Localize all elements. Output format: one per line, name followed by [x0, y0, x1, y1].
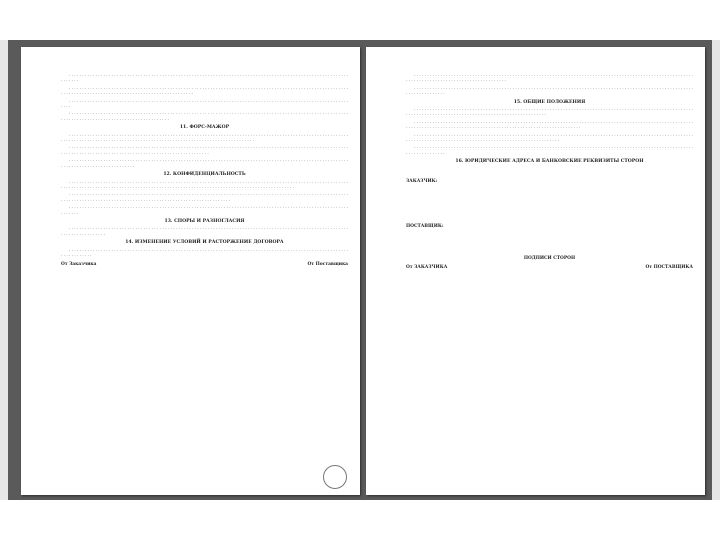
body-text: · · · · · · · · · · · · · · · · · · · · · · · · · · · · · · · · · · · · · · · · · · · · · · · · · · · · · · · · · · · · · · · · · · · · · · · · · · · · · · · · · · · · · · · · · · · · · · · · · · · · · · · · · · · · · · · · · · · · · · · · · · · · · · · · · · · · · · · · · · · · · · · · · · · · · · · · · · · · · · · · · · · — [406, 132, 693, 144]
signature-row — [406, 265, 693, 270]
page-right-content — [406, 73, 693, 491]
page-right — [366, 47, 705, 495]
section-heading-force-majeure: 11. ФОРС-МАЖОР — [179, 125, 230, 131]
signature-block — [406, 265, 693, 270]
sign-supplier-label: От ПОСТАВЩИКА — [645, 264, 693, 270]
body-text: · · · · · · · · · · · · · · · · · · · · · · · · · · · · · · · · · · · · · · · · · · · · · · · · · · · · · · · · · · · · · · · · · · · · · · · · · · · · · · · · · · · · · · · · · · · · · · · · · · · · · · · · · · · · · · · · · · · · · · · · — [406, 145, 693, 156]
body-text: · · · · · · · · · · · · · · · · · · · · · · · · · · · · · · · · · · · · · · · · · · · · · · · · · · · · · · · · · · · · · · · · · · · · · · · · · · · · · · · · · · · · · · · · · · · · · · · · · · · · · · · · · · · · · · · · · · · · · · · · · · · · · · · · · · · · · · · · · · · · · · · · · · · · · · · · · · · · · · — [406, 107, 693, 118]
body-text: · · · · · · · · · · · · · · · · · · · · · · · · · · · · · · · · · · · · · · · · · · · · · · · · · · · · · · · · · · · · · · · · · · · · · · · · · · · · · · · · · · · · · · · · · · · · · · · · · · · · · · · · · · · · · — [61, 98, 348, 110]
page-left — [21, 47, 360, 495]
sign-supplier-label: От Поставщика — [307, 262, 348, 268]
body-text: · · · · · · · · · · · · · · · · · · · · · · · · · · · · · · · · · · · · · · · · · · · · · · · · · · · · · · · · · · · · · · · · · · · · · · · · · · · · · · · · · · · · · · · · · · · · · · · · · · · · · · · · · · · · · · · · · · · · · · · · · · · · · · · · · · · · · — [61, 158, 348, 169]
body-text: · · · · · · · · · · · · · · · · · · · · · · · · · · · · · · · · · · · · · · · · · · · · · · · · · · · · · · · · · · · · · · · · · · · · · · · · · · · · · · · · · · · · · · · · · · · · · · · · · · · · · · · · · · · · · · · · · · · · · · · · · · · · · · · · · · · · · · · · · · · · · · · · · · · · · · · · · · · · · · · · · · · · · · · · · · · · · · · · · · — [61, 132, 348, 144]
section-heading-disputes: 13. СПОРЫ И РАЗНОГЛАСИЯ — [164, 218, 245, 224]
section-heading-changes: 14. ИЗМЕНЕНИЕ УСЛОВИЙ И РАСТОРЖЕНИЕ ДОГОВОРА — [125, 240, 284, 246]
pages-area[interactable] — [8, 40, 712, 500]
body-text: · · · · · · · · · · · · · · · · · · · · · · · · · · · · · · · · · · · · · · · · · · · · · · · · · · · · · · · · · · · · · · · · · · · · · · · · · · · · · · · · · · · · · · · · · · · · · · · · · · · · · · · · · · · · · · · · · · · · · · · · — [406, 85, 693, 97]
body-text: · · · · · · · · · · · · · · · · · · · · · · · · · · · · · · · · · · · · · · · · · · · · · · · · · · · · · · · · · · · · · · · · · · · · · · · · · · · · · · · · · · · · · · · · · · · · · · · · · · · · · · · · · · · · · · · · — [61, 205, 348, 216]
body-text: · · · · · · · · · · · · · · · · · · · · · · · · · · · · · · · · · · · · · · · · · · · · · · · · · · · · · · · · · · · · · · · · · · · · · · · · · · · · · · · · · · · · · · · · · · · · · · · · · · · · · · · · · · · · · · · · · · · · · · · · · · — [61, 226, 348, 237]
section-heading-general: 15. ОБЩИЕ ПОЛОЖЕНИЯ — [513, 99, 586, 105]
page-left-content — [61, 73, 348, 491]
body-text: · · · · · · · · · · · · · · · · · · · · · · · · · · · · · · · · · · · · · · · · · · · · · · · · · · · · · · · · · · · · · · · · · · · · · · · · · · · · · · · · · · · · · · · · · · · · · · · · · · · · · · · · · · · · · · · · · · · · · · · · · · · · · · · · · · · · · · · · · · · · · · · · · · · · · · · · · · · · · · · · · · · · · · · · · · · · · · · · · · · · · · · · · · · · · · · · · — [61, 179, 348, 190]
signatures-title: ПОДПИСИ СТОРОН — [523, 255, 576, 261]
signature-row — [61, 262, 348, 267]
section-heading-addresses: 16. ЮРИДИЧЕСКИЕ АДРЕСА И БАНКОВСКИЕ РЕКВИЗИТЫ СТОРОН — [455, 159, 644, 165]
body-text: · · · · · · · · · · · · · · · · · · · · · · · · · · · · · · · · · · · · · · · · · · · · · · · · · · · · · · · · · · · · · · · · · · · · · · · · · · · · · · · · · · · · · · · · · · · · · · · · · · · · · · · · · · · · · · · · · · · · · · · · · · · · · · · · · · · · · · · · · · · · · · · · · · · · · · · · · · · · · · · · · — [61, 145, 348, 156]
body-text: · · · · · · · · · · · · · · · · · · · · · · · · · · · · · · · · · · · · · · · · · · · · · · · · · · · · · · · · · · · · · · · · · · · · · · · · · · · · · · · · · · · · · · · · · · · · · · · · · · · · · · · · · · · · · · · · — [61, 73, 348, 84]
body-text: · · · · · · · · · · · · · · · · · · · · · · · · · · · · · · · · · · · · · · · · · · · · · · · · · · · · · · · · · · · · · · · · · · · · · · · · · · · · · · · · · · · · · · · · · · · · · · · · · · · · · · · · · · · · · · · · · · · · · · · · · · · · · · · · · · · · · · · · · · · · · · · · · · · · · · · · · · · · · · · · · · · · · · · · · — [61, 192, 348, 203]
supplier-label: ПОСТАВЩИК: — [406, 224, 444, 230]
sign-buyer-label: От Заказчика — [61, 262, 97, 268]
section-heading-confidentiality: 12. КОНФИДЕНЦИАЛЬНОСТЬ — [163, 172, 246, 178]
customer-label: ЗАКАЗЧИК: — [406, 178, 438, 184]
sign-customer-label: От ЗАКАЗЧИКА — [406, 264, 448, 270]
body-text: · · · · · · · · · · · · · · · · · · · · · · · · · · · · · · · · · · · · · · · · · · · · · · · · · · · · · · · · · · · · · · · · · · · · · · · · · · · · · · · · · · · · · · · · · · · · · · · · · · · · · · · · · · · · · · · · · · · · · — [61, 247, 348, 258]
stamp-icon — [323, 465, 347, 489]
body-text: · · · · · · · · · · · · · · · · · · · · · · · · · · · · · · · · · · · · · · · · · · · · · · · · · · · · · · · · · · · · · · · · · · · · · · · · · · · · · · · · · · · · · · · · · · · · · · · · · · · · · · · · · · · · · · · · · · · · · · · · · · · · · · · · · · · · · · · · · · · · · · · — [406, 73, 693, 84]
signature-block — [61, 262, 348, 267]
body-text: · · · · · · · · · · · · · · · · · · · · · · · · · · · · · · · · · · · · · · · · · · · · · · · · · · · · · · · · · · · · · · · · · · · · · · · · · · · · · · · · · · · · · · · · · · · · · · · · · · · · · · · · · · · · · · · · · · · · · · · · · · · · · · · · · · · · · · · · · · · · · · · · · · · · · · · · · · · · · · · · · · · · · · · · · · · — [406, 119, 693, 131]
body-text: · · · · · · · · · · · · · · · · · · · · · · · · · · · · · · · · · · · · · · · · · · · · · · · · · · · · · · · · · · · · · · · · · · · · · · · · · · · · · · · · · · · · · · · · · · · · · · · · · · · · · · · · · · · · · · · · · · · · · · · · · · · · · · · · · · · · · · · · · · · · · · · · · · — [61, 111, 348, 122]
body-text: · · · · · · · · · · · · · · · · · · · · · · · · · · · · · · · · · · · · · · · · · · · · · · · · · · · · · · · · · · · · · · · · · · · · · · · · · · · · · · · · · · · · · · · · · · · · · · · · · · · · · · · · · · · · · · · · · · · · · · · · · · · · · · · · · · · · · · · · · · · · · · · · · · · · · · · · · · · — [61, 85, 348, 97]
